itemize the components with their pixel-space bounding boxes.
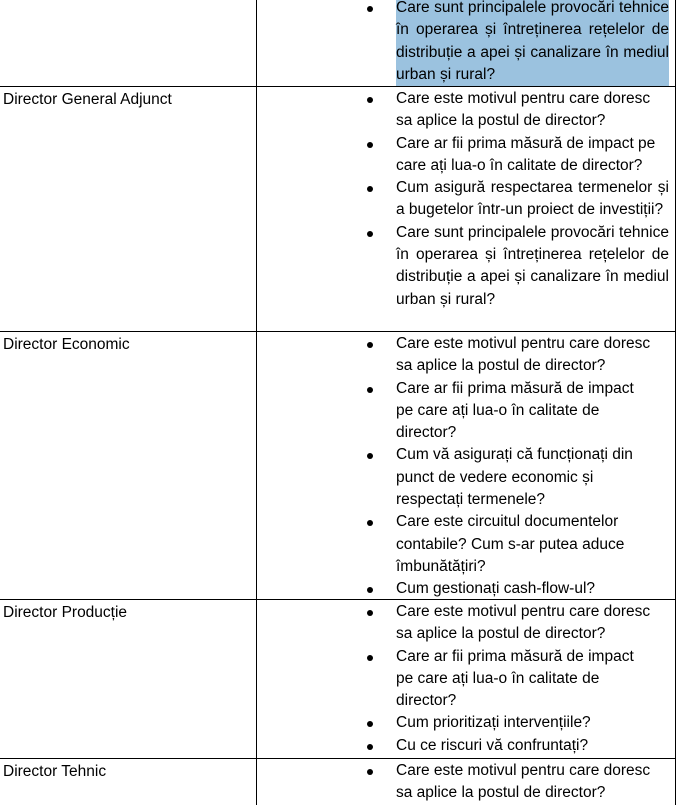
question-list: [362, 601, 669, 757]
list-item: Care ar fii prima măsură de impact pe care ați lua-o în calitate de director?: [362, 378, 669, 445]
role-cell: Director Producție: [3, 604, 128, 621]
bullet-icon: [367, 97, 373, 103]
role-cell: Director General Adjunct: [3, 91, 172, 108]
list-item: Care ar fii prima măsură de impact pe care ați lua-o în calitate de director?: [362, 133, 669, 178]
list-item: Care este motivul pentru care doresc sa aplice la postul de director?: [362, 760, 669, 805]
list-item: Cum asigură respectarea termenelor și a bugetelor într-un proiect de investiții?: [362, 177, 669, 222]
question-list: [362, 333, 669, 601]
table-row: [0, 0, 676, 86]
list-item: Care este motivul pentru care doresc sa aplice la postul de director?: [362, 333, 669, 378]
question-list: [362, 88, 669, 311]
table-row: [0, 759, 676, 805]
table-row: [0, 332, 676, 599]
bullet-icon: [367, 610, 373, 616]
list-item: Cu ce riscuri vă confruntați?: [362, 735, 669, 757]
list-item: Cum gestionați cash-flow-ul?: [362, 578, 669, 600]
list-item[interactable]: Care sunt principalele provocări tehnice în operarea și întreținerea rețelelor de distribuție a apei și canalizare în mediul urban și rural?: [362, 0, 669, 86]
bullet-icon: [367, 342, 373, 348]
bullet-icon: [367, 387, 373, 393]
question-list: [362, 760, 669, 805]
bullet-icon: [367, 186, 373, 192]
bullet-icon: [367, 142, 373, 148]
bullet-icon: [367, 721, 373, 727]
role-cell: Director Tehnic: [3, 763, 107, 780]
bullet-icon: [367, 6, 373, 12]
table-row: [0, 600, 676, 758]
role-cell: Director Economic: [3, 336, 130, 353]
bullet-icon: [367, 453, 373, 459]
bullet-icon: [367, 655, 373, 661]
table-row: [0, 87, 676, 331]
list-item: Cum vă asigurați că funcționați din punct de vedere economic și respectați termenele?: [362, 444, 669, 511]
bullet-icon: [367, 587, 373, 593]
bullet-icon: [367, 520, 373, 526]
list-item: Care este circuitul documentelor contabile? Cum s-ar putea aduce îmbunătățiri?: [362, 511, 669, 578]
list-item: Care este motivul pentru care doresc sa aplice la postul de director?: [362, 601, 669, 646]
list-item: Care este motivul pentru care doresc sa aplice la postul de director?: [362, 88, 669, 133]
list-item: Care sunt principalele provocări tehnice în operarea și întreținerea rețelelor de distribuție a apei și canalizare în mediul urban și rural?: [362, 222, 669, 311]
bullet-icon: [367, 231, 373, 237]
bullet-icon: [367, 769, 373, 775]
question-list: [362, 0, 669, 86]
list-item: Care ar fii prima măsură de impact pe care ați lua-o în calitate de director?: [362, 646, 669, 713]
list-item: Cum prioritizați intervențiile?: [362, 712, 669, 734]
bullet-icon: [367, 744, 373, 750]
